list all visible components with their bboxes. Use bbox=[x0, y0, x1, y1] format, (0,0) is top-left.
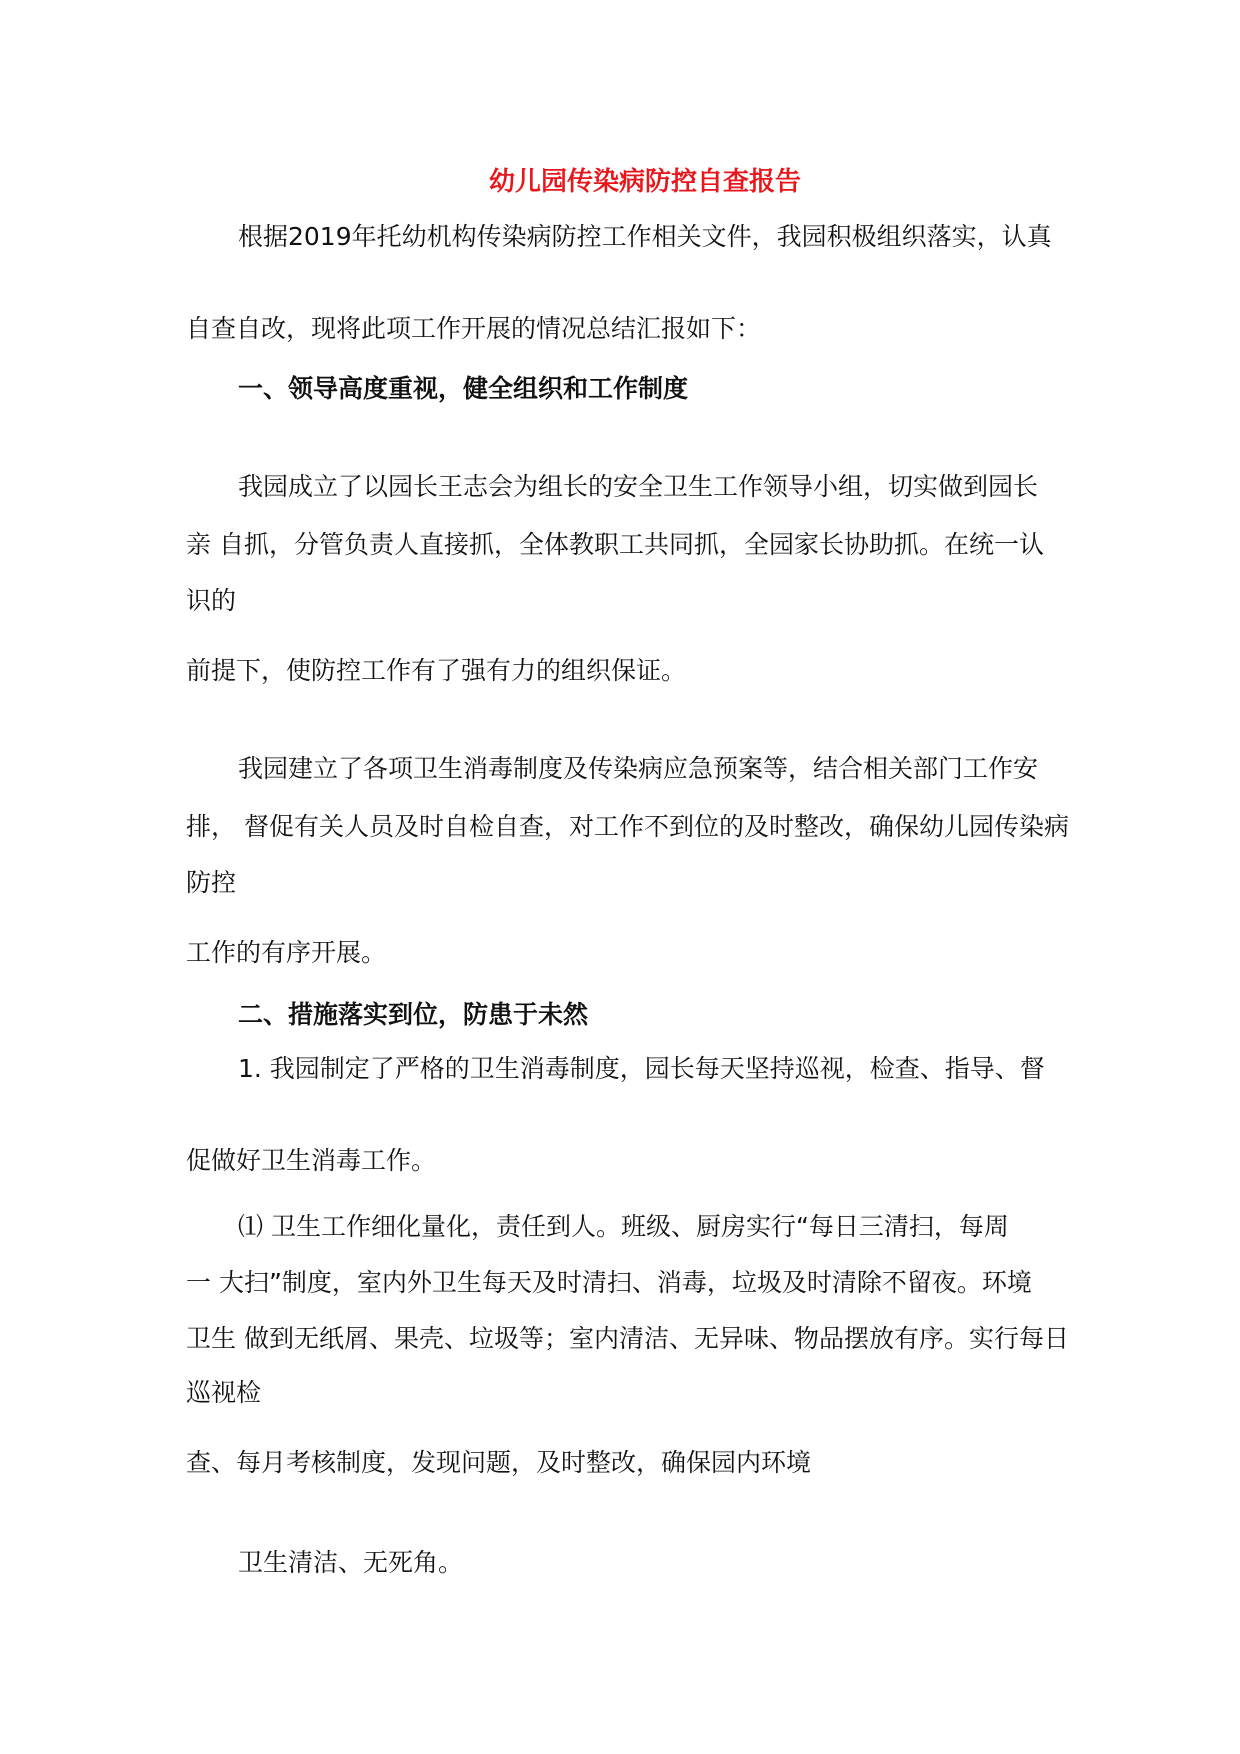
body-line-9: 防控 bbox=[186, 868, 237, 897]
section-heading-2: 二、措施落实到位，防患于未然 bbox=[238, 1000, 589, 1029]
section-heading-1: 一、领导高度重视，健全组织和工作制度 bbox=[238, 374, 689, 403]
body-line-5: 识的 bbox=[186, 586, 237, 615]
body-line-3: 我园成立了以园长王志会为组长的安全卫生工作领导小组，切实做到园长 bbox=[238, 472, 1039, 501]
body-line-1: 根据2019年托幼机构传染病防控工作相关文件，我园积极组织落实，认真 bbox=[238, 222, 1052, 251]
body-line-15: 卫生 做到无纸屑、果壳、垃圾等；室内清洁、无异味、物品摆放有序。实行每日 bbox=[186, 1324, 1069, 1353]
body-line-16: 巡视检 bbox=[186, 1378, 262, 1407]
document-title: 幼儿园传染病防控自查报告 bbox=[488, 167, 801, 197]
body-line-6: 前提下，使防控工作有了强有力的组织保证。 bbox=[186, 656, 687, 685]
body-line-14: 一 大扫”制度，室内外卫生每天及时清扫、消毒，垃圾及时清除不留夜。环境 bbox=[186, 1268, 1032, 1297]
body-line-10: 工作的有序开展。 bbox=[186, 938, 387, 967]
body-line-8: 排， 督促有关人员及时自检自查，对工作不到位的及时整改，确保幼儿园传染病 bbox=[186, 812, 1069, 841]
body-line-18: 卫生清洁、无死角。 bbox=[238, 1548, 464, 1577]
body-line-17: 查、每月考核制度，发现问题，及时整改，确保园内环境 bbox=[186, 1448, 812, 1477]
body-line-11: 1. 我园制定了严格的卫生消毒制度，园长每天坚持巡视，检查、指导、督 bbox=[238, 1054, 1045, 1083]
body-line-4: 亲 自抓，分管负责人直接抓，全体教职工共同抓，全园家长协助抓。在统一认 bbox=[186, 530, 1044, 559]
body-line-2: 自查自改，现将此项工作开展的情况总结汇报如下： bbox=[186, 314, 762, 343]
body-line-13: ⑴ 卫生工作细化量化，责任到人。班级、厨房实行“每日三清扫，每周 bbox=[238, 1212, 1009, 1241]
body-line-7: 我园建立了各项卫生消毒制度及传染病应急预案等，结合相关部门工作安 bbox=[238, 754, 1039, 783]
body-line-12: 促做好卫生消毒工作。 bbox=[186, 1146, 437, 1175]
